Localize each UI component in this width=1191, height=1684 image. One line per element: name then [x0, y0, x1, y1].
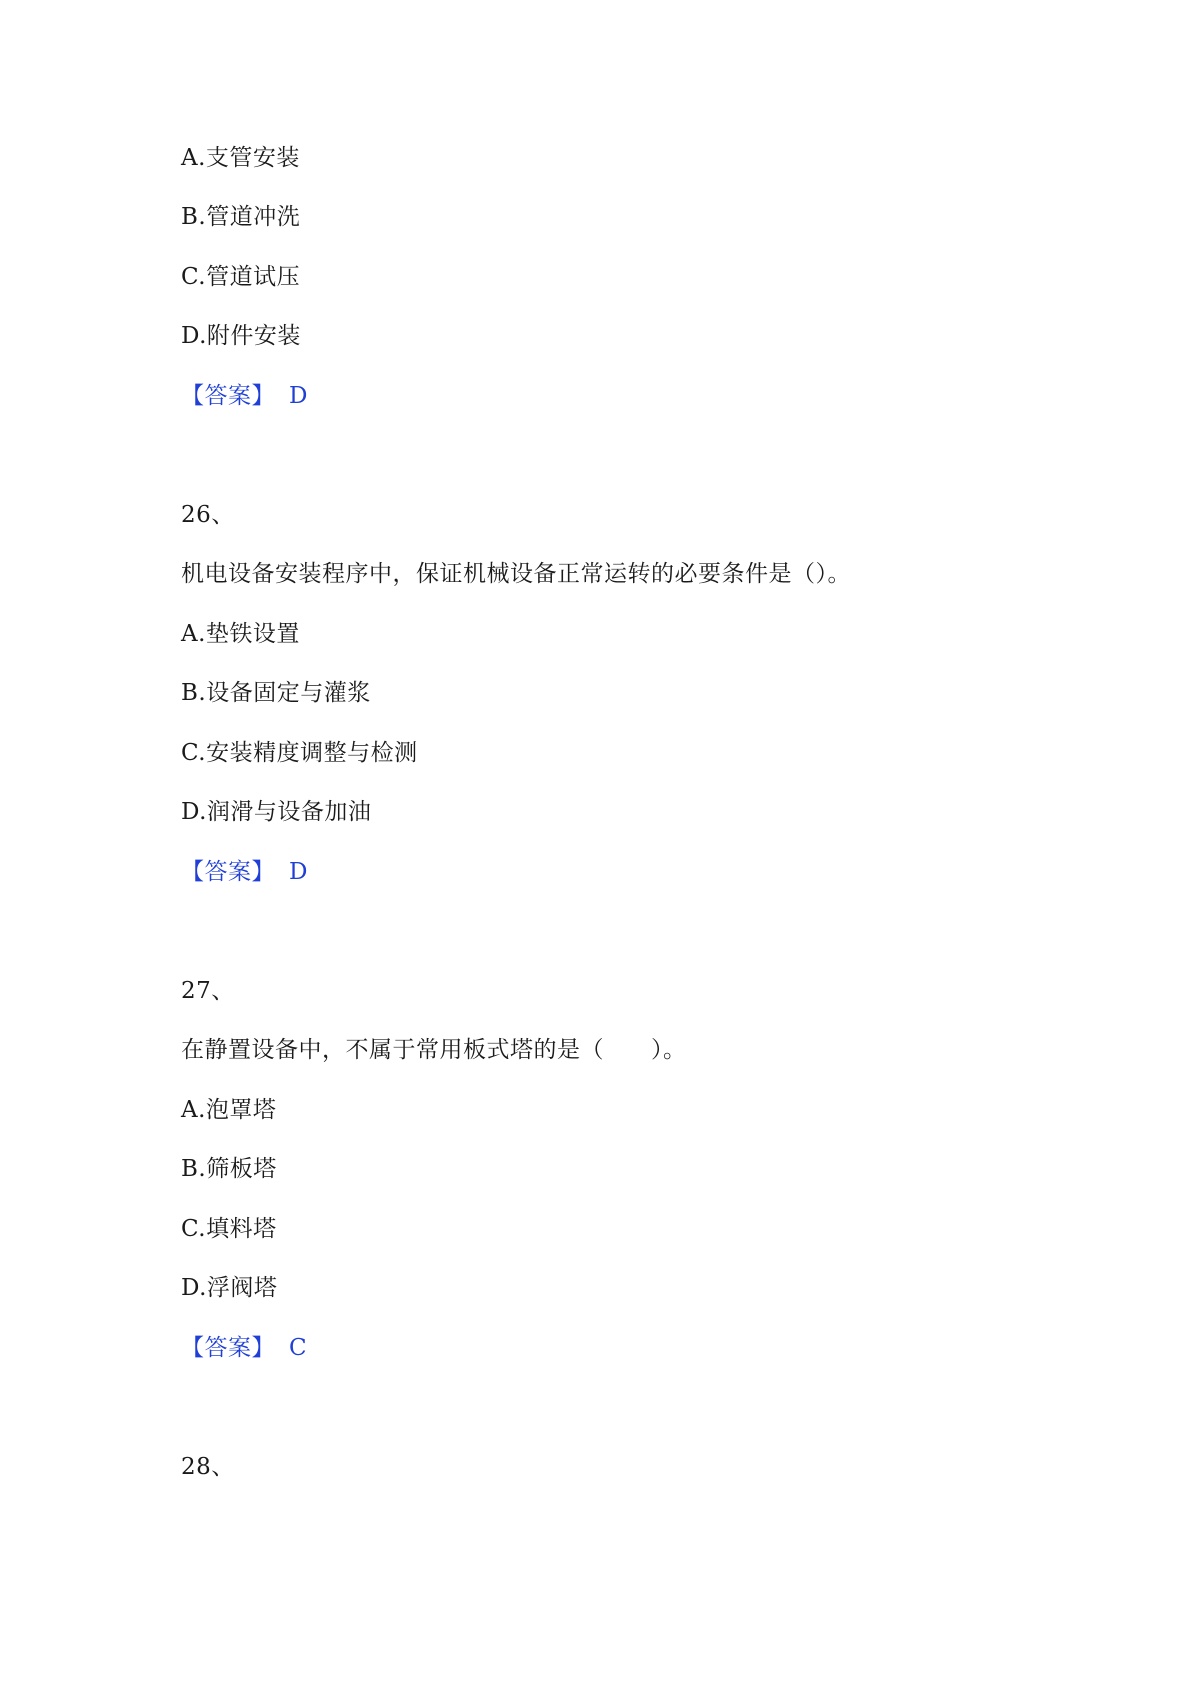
question-stem: 在静置设备中，不属于常用板式塔的是（ ）。 [181, 1037, 687, 1063]
answer-label: 【答案】 [181, 383, 275, 409]
option-b: B.管道冲洗 [181, 204, 301, 230]
option-d: D.润滑与设备加油 [181, 799, 372, 825]
answer-line [181, 857, 308, 887]
question-number: 26、 [181, 502, 235, 528]
option-b: B.设备固定与灌浆 [181, 680, 371, 706]
option-c: C.管道试压 [181, 264, 301, 290]
answer-label: 【答案】 [181, 859, 275, 885]
option-c: C.填料塔 [181, 1216, 277, 1242]
option-a: A.垫铁设置 [181, 621, 300, 647]
answer-line [181, 381, 308, 411]
option-d: D.浮阀塔 [181, 1275, 278, 1301]
option-a: A.泡罩塔 [181, 1097, 277, 1123]
question-number: 27、 [181, 978, 235, 1004]
answer-value: D [289, 383, 308, 409]
option-c: C.安装精度调整与检测 [181, 740, 418, 766]
answer-value: C [289, 1335, 308, 1361]
option-b: B.筛板塔 [181, 1156, 277, 1182]
answer-label: 【答案】 [181, 1335, 275, 1361]
answer-line [181, 1333, 307, 1363]
option-d: D.附件安装 [181, 323, 301, 349]
question-number: 28、 [181, 1454, 235, 1480]
answer-value: D [289, 859, 308, 885]
option-a: A.支管安装 [181, 145, 300, 171]
question-stem: 机电设备安装程序中，保证机械设备正常运转的必要条件是（）。 [181, 561, 851, 587]
